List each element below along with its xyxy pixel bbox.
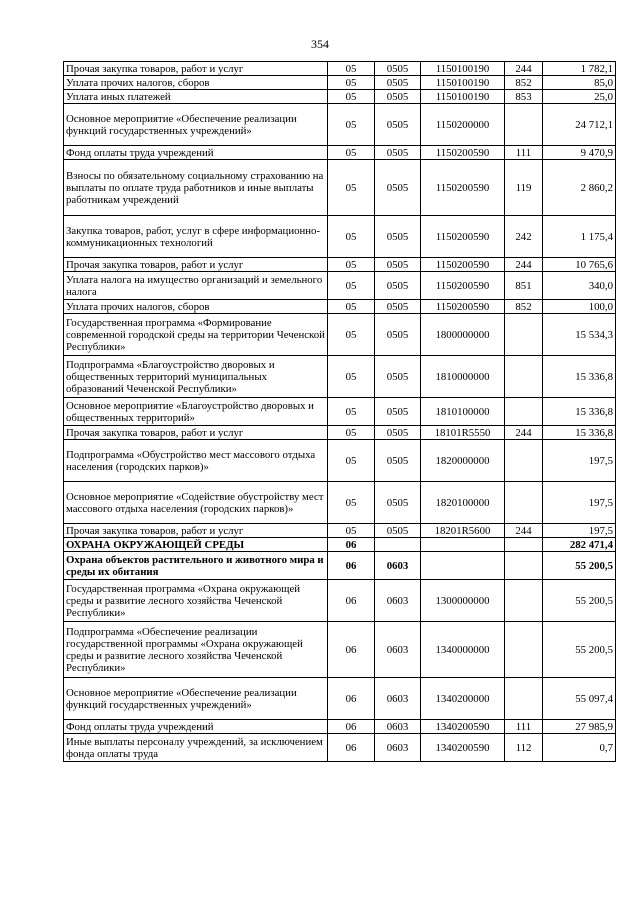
- cell-expense-type: [505, 482, 543, 524]
- cell-section: 05: [328, 76, 375, 90]
- cell-target-article: 1150200590: [421, 300, 505, 314]
- cell-name: Уплата прочих налогов, сборов: [64, 76, 328, 90]
- cell-amount: 15 336,8: [543, 356, 616, 398]
- cell-name: Уплата иных платежей: [64, 90, 328, 104]
- cell-subsection: 0505: [375, 482, 421, 524]
- budget-table-body: [64, 62, 616, 762]
- table-row: [64, 314, 616, 356]
- cell-target-article: 1340200000: [421, 678, 505, 720]
- cell-target-article: 1150200590: [421, 216, 505, 258]
- cell-target-article: [421, 538, 505, 552]
- table-row: [64, 146, 616, 160]
- cell-section: 05: [328, 90, 375, 104]
- cell-amount: 25,0: [543, 90, 616, 104]
- cell-name: Государственная программа «Охрана окружающей среды и развитие лесного хозяйства Чеченской Республики»: [64, 580, 328, 622]
- cell-name: Прочая закупка товаров, работ и услуг: [64, 258, 328, 272]
- cell-amount: 55 200,5: [543, 552, 616, 580]
- cell-amount: 15 336,8: [543, 398, 616, 426]
- cell-expense-type: 244: [505, 62, 543, 76]
- cell-amount: 9 470,9: [543, 146, 616, 160]
- cell-name: ОХРАНА ОКРУЖАЮЩЕЙ СРЕДЫ: [64, 538, 328, 552]
- cell-amount: 340,0: [543, 272, 616, 300]
- cell-amount: 15 336,8: [543, 426, 616, 440]
- cell-amount: 55 200,5: [543, 622, 616, 678]
- cell-name: Фонд оплаты труда учреждений: [64, 146, 328, 160]
- cell-expense-type: [505, 440, 543, 482]
- cell-expense-type: [505, 314, 543, 356]
- table-row: [64, 272, 616, 300]
- cell-subsection: 0505: [375, 104, 421, 146]
- table-row: [64, 216, 616, 258]
- cell-amount: 10 765,6: [543, 258, 616, 272]
- cell-name: Прочая закупка товаров, работ и услуг: [64, 524, 328, 538]
- cell-section: 05: [328, 272, 375, 300]
- cell-name: Иные выплаты персоналу учреждений, за исключением фонда оплаты труда: [64, 734, 328, 762]
- cell-amount: 100,0: [543, 300, 616, 314]
- cell-section: 06: [328, 720, 375, 734]
- cell-name: Взносы по обязательному социальному страхованию на выплаты по оплате труда работников и иные выплаты работникам учреждений: [64, 160, 328, 216]
- table-row: [64, 482, 616, 524]
- cell-name: Охрана объектов растительного и животного мира и среды их обитания: [64, 552, 328, 580]
- cell-section: 06: [328, 552, 375, 580]
- table-row: [64, 538, 616, 552]
- cell-section: 05: [328, 356, 375, 398]
- cell-section: 06: [328, 580, 375, 622]
- cell-section: 05: [328, 62, 375, 76]
- cell-target-article: 18201R5600: [421, 524, 505, 538]
- cell-amount: 27 985,9: [543, 720, 616, 734]
- cell-expense-type: 242: [505, 216, 543, 258]
- cell-expense-type: [505, 104, 543, 146]
- cell-amount: 0,7: [543, 734, 616, 762]
- cell-amount: 55 200,5: [543, 580, 616, 622]
- cell-target-article: 1150200590: [421, 272, 505, 300]
- cell-subsection: 0505: [375, 314, 421, 356]
- cell-target-article: 1150200590: [421, 146, 505, 160]
- cell-target-article: 1150100190: [421, 62, 505, 76]
- cell-subsection: 0505: [375, 76, 421, 90]
- cell-target-article: 18101R5550: [421, 426, 505, 440]
- cell-amount: 197,5: [543, 440, 616, 482]
- cell-section: 05: [328, 146, 375, 160]
- page-number: 354: [311, 37, 329, 51]
- cell-amount: 24 712,1: [543, 104, 616, 146]
- cell-amount: 1 782,1: [543, 62, 616, 76]
- cell-name: Закупка товаров, работ, услуг в сфере информационно-коммуникационных технологий: [64, 216, 328, 258]
- table-row: [64, 90, 616, 104]
- table-row: [64, 426, 616, 440]
- cell-subsection: 0505: [375, 90, 421, 104]
- cell-expense-type: 111: [505, 146, 543, 160]
- table-row: [64, 76, 616, 90]
- cell-target-article: 1150200000: [421, 104, 505, 146]
- table-row: [64, 580, 616, 622]
- cell-section: 06: [328, 734, 375, 762]
- cell-name: Прочая закупка товаров, работ и услуг: [64, 426, 328, 440]
- cell-target-article: 1150200590: [421, 258, 505, 272]
- table-row: [64, 104, 616, 146]
- cell-name: Уплата прочих налогов, сборов: [64, 300, 328, 314]
- cell-expense-type: 244: [505, 426, 543, 440]
- table-row: [64, 440, 616, 482]
- cell-amount: 2 860,2: [543, 160, 616, 216]
- cell-subsection: 0505: [375, 216, 421, 258]
- cell-amount: 15 534,3: [543, 314, 616, 356]
- cell-section: 05: [328, 426, 375, 440]
- table-row: [64, 356, 616, 398]
- cell-section: 06: [328, 622, 375, 678]
- cell-target-article: 1340200590: [421, 734, 505, 762]
- cell-subsection: 0505: [375, 356, 421, 398]
- cell-subsection: 0505: [375, 524, 421, 538]
- cell-amount: 197,5: [543, 482, 616, 524]
- cell-expense-type: [505, 356, 543, 398]
- cell-target-article: 1340200590: [421, 720, 505, 734]
- cell-section: 05: [328, 314, 375, 356]
- cell-target-article: [421, 552, 505, 580]
- table-row: [64, 524, 616, 538]
- table-row: [64, 734, 616, 762]
- cell-section: 05: [328, 524, 375, 538]
- cell-subsection: 0505: [375, 160, 421, 216]
- cell-target-article: 1150100190: [421, 90, 505, 104]
- cell-subsection: 0505: [375, 62, 421, 76]
- cell-target-article: 1820000000: [421, 440, 505, 482]
- table-row: [64, 720, 616, 734]
- cell-name: Основное мероприятие «Благоустройство дворовых и общественных территорий»: [64, 398, 328, 426]
- cell-expense-type: 111: [505, 720, 543, 734]
- cell-target-article: 1300000000: [421, 580, 505, 622]
- cell-section: 05: [328, 104, 375, 146]
- cell-section: 05: [328, 398, 375, 426]
- cell-expense-type: 112: [505, 734, 543, 762]
- cell-target-article: 1820100000: [421, 482, 505, 524]
- cell-expense-type: 244: [505, 524, 543, 538]
- cell-section: 06: [328, 538, 375, 552]
- cell-name: Основное мероприятие «Обеспечение реализации функций государственных учреждений»: [64, 104, 328, 146]
- cell-amount: 1 175,4: [543, 216, 616, 258]
- cell-name: Основное мероприятие «Содействие обустройству мест массового отдыха населения (городских парков)»: [64, 482, 328, 524]
- cell-expense-type: 853: [505, 90, 543, 104]
- cell-section: 06: [328, 678, 375, 720]
- cell-name: Основное мероприятие «Обеспечение реализации функций государственных учреждений»: [64, 678, 328, 720]
- table-row: [64, 300, 616, 314]
- table-row: [64, 62, 616, 76]
- table-row: [64, 398, 616, 426]
- cell-name: Уплата налога на имущество организаций и земельного налога: [64, 272, 328, 300]
- cell-expense-type: [505, 552, 543, 580]
- budget-table: [63, 61, 616, 762]
- cell-amount: 282 471,4: [543, 538, 616, 552]
- table-row: [64, 622, 616, 678]
- cell-name: Подпрограмма «Обустройство мест массового отдыха населения (городских парков)»: [64, 440, 328, 482]
- cell-subsection: 0603: [375, 552, 421, 580]
- cell-section: 05: [328, 160, 375, 216]
- cell-name: Государственная программа «Формирование современной городской среды на территории Чеченской Республики»: [64, 314, 328, 356]
- cell-expense-type: [505, 678, 543, 720]
- table-row: [64, 258, 616, 272]
- cell-subsection: 0603: [375, 622, 421, 678]
- cell-expense-type: 851: [505, 272, 543, 300]
- cell-subsection: 0603: [375, 720, 421, 734]
- table-row: [64, 552, 616, 580]
- cell-expense-type: [505, 538, 543, 552]
- cell-target-article: 1810100000: [421, 398, 505, 426]
- cell-subsection: 0505: [375, 300, 421, 314]
- cell-expense-type: 244: [505, 258, 543, 272]
- cell-amount: 55 097,4: [543, 678, 616, 720]
- cell-subsection: 0505: [375, 258, 421, 272]
- cell-subsection: 0603: [375, 580, 421, 622]
- cell-expense-type: [505, 580, 543, 622]
- cell-subsection: 0505: [375, 398, 421, 426]
- table-row: [64, 678, 616, 720]
- cell-section: 05: [328, 216, 375, 258]
- cell-amount: 197,5: [543, 524, 616, 538]
- cell-target-article: 1800000000: [421, 314, 505, 356]
- cell-subsection: 0505: [375, 272, 421, 300]
- cell-expense-type: 852: [505, 300, 543, 314]
- cell-target-article: 1340000000: [421, 622, 505, 678]
- cell-name: Подпрограмма «Благоустройство дворовых и общественных территорий муниципальных образований Чеченской Республики»: [64, 356, 328, 398]
- cell-name: Подпрограмма «Обеспечение реализации государственной программы «Охрана окружающей среды и развитие лесного хозяйства Чеченской Республики»: [64, 622, 328, 678]
- cell-section: 05: [328, 440, 375, 482]
- cell-subsection: 0505: [375, 426, 421, 440]
- cell-subsection: [375, 538, 421, 552]
- cell-target-article: 1810000000: [421, 356, 505, 398]
- cell-subsection: 0603: [375, 734, 421, 762]
- cell-section: 05: [328, 482, 375, 524]
- cell-expense-type: 852: [505, 76, 543, 90]
- cell-subsection: 0603: [375, 678, 421, 720]
- cell-target-article: 1150200590: [421, 160, 505, 216]
- cell-subsection: 0505: [375, 146, 421, 160]
- cell-expense-type: [505, 622, 543, 678]
- cell-section: 05: [328, 300, 375, 314]
- cell-target-article: 1150100190: [421, 76, 505, 90]
- cell-amount: 85,0: [543, 76, 616, 90]
- table-row: [64, 160, 616, 216]
- cell-expense-type: 119: [505, 160, 543, 216]
- cell-name: Прочая закупка товаров, работ и услуг: [64, 62, 328, 76]
- cell-section: 05: [328, 258, 375, 272]
- cell-name: Фонд оплаты труда учреждений: [64, 720, 328, 734]
- cell-subsection: 0505: [375, 440, 421, 482]
- cell-expense-type: [505, 398, 543, 426]
